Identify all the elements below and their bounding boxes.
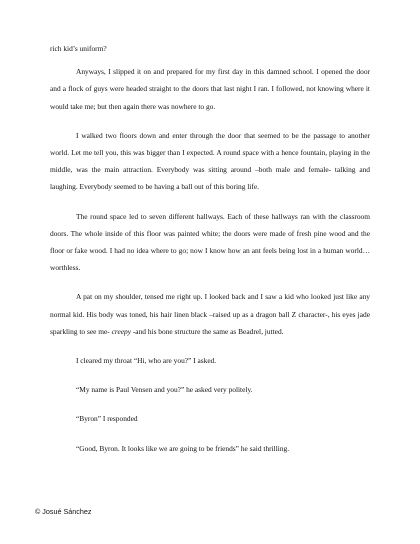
- paragraph-1: rich kid’s uniform?: [50, 44, 107, 53]
- paragraph-6: I cleared my throat “Hi, who are you?” I asked.: [76, 356, 217, 366]
- paragraph-9: “Good, Byron. It looks like we are going to be friends” he said thrilling.: [76, 443, 290, 453]
- paragraph-4: The round space led to seven different hallways. Each of these hallways ran with the classroom doors. The whole inside of this floor was painted white; the doors were made of fresh pine wood and the floor or fake wood. I had no idea where to go; now I know how an ant feels being lost in a human world…worthless.: [50, 211, 370, 273]
- copyright-footer: © Josué Sánchez: [35, 507, 92, 516]
- paragraph-2: Anyways, I slipped it on and prepared for my first day in this damned school. I opened the door and a flock of guys were headed straight to the doors that last night I ran. I followed, not knowing where it would take me; but then again there was nowhere to go.: [50, 67, 370, 111]
- story-body: [50, 40, 370, 469]
- paragraph-3: I walked two floors down and enter through the door that seemed to be the passage to another world. Let me tell you, this was bigger than I expected. A round space with a hence fountain, playing in the middle, was the main attraction. Everybody was sitting around –both male and female- talking and laughing. Everybody seemed to be having a ball out of this boring life.: [50, 130, 370, 192]
- paragraph-5: [50, 288, 370, 340]
- paragraph-8: “Byron” I responded: [76, 414, 138, 424]
- paragraph-5-text-b: -and his bone structure the same as Beadrel, jutted.: [131, 326, 284, 336]
- paragraph-5-italic: creepy: [111, 326, 131, 336]
- paragraph-7: “My name is Paul Vensen and you?” he asked very politely.: [76, 385, 253, 395]
- paragraph-5-text-a: A pat on my shoulder, tensed me right up. I looked back and I saw a kid who looked just like any normal kid. His body was toned, his hair linen black –raised up as a dragon ball Z character-, his eyes jade sparkling to see me-: [50, 292, 370, 336]
